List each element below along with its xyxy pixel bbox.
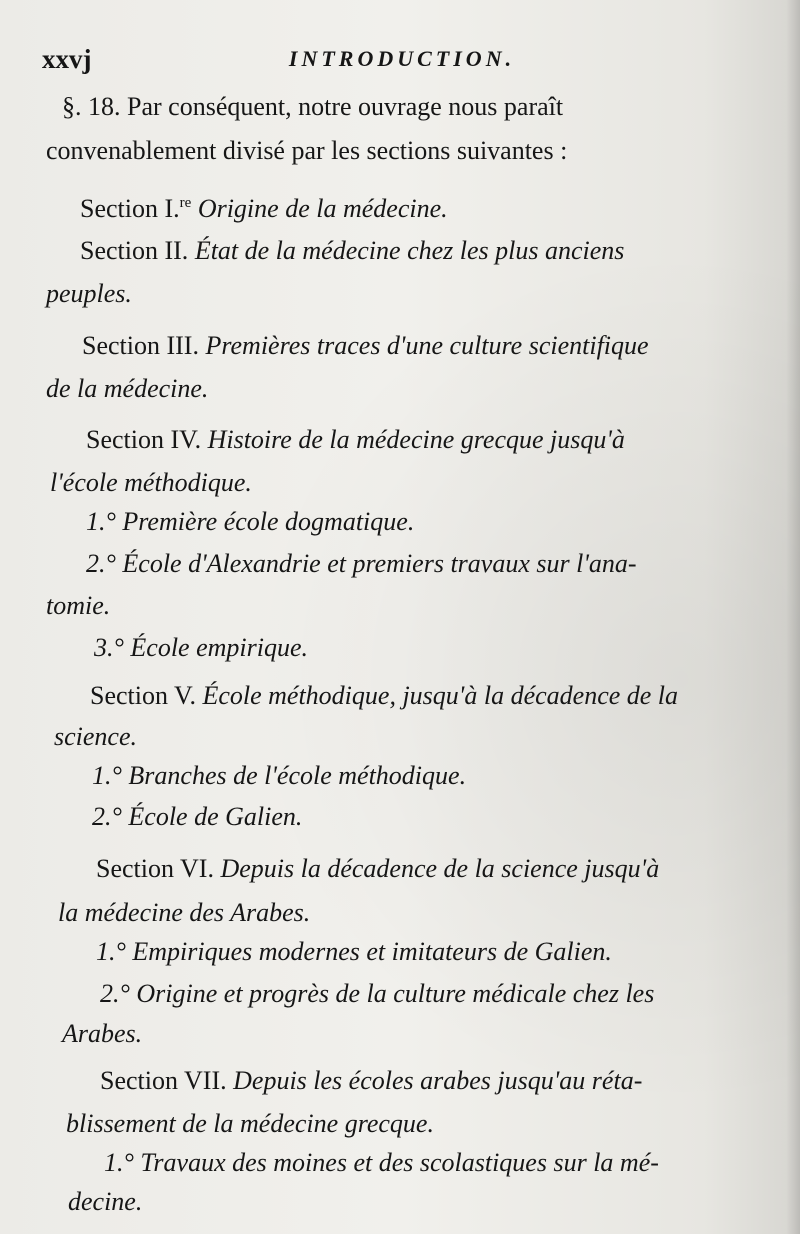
section-7-title: Depuis les écoles arabes jusqu'au réta- [233,1066,643,1095]
section-4-item-1: 1.° Première école dogmatique. [86,507,415,536]
section-7-title-continued: blissement de la médecine grecque. [66,1109,434,1138]
section-7-item-1: 1.° Travaux des moines et des scolastiques sur la mé- [104,1148,659,1177]
section-5-item-1: 1.° Branches de l'école méthodique. [92,761,467,790]
section-2-title: État de la médecine chez les plus anciens [194,236,625,265]
section-5-heading [90,680,678,712]
paragraph-18-line-1: §. 18. Par conséquent, notre ouvrage nous paraît [62,92,564,121]
section-5-item-2: 2.° École de Galien. [92,802,303,831]
section-6-item-2: 2.° Origine et progrès de la culture médicale chez les [100,979,655,1008]
section-4-heading [86,424,625,456]
section-7-heading [100,1065,642,1097]
running-head: INTRODUCTION. [288,46,516,71]
page-number: xxvj [42,44,92,74]
section-6-item-1: 1.° Empiriques modernes et imitateurs de Galien. [96,937,612,966]
section-4-title-continued: l'école méthodique. [50,468,252,497]
page-edge-shadow [786,0,800,1234]
section-3-title-continued: de la médecine. [46,374,209,403]
section-4-item-2: 2.° École d'Alexandrie et premiers travaux sur l'ana- [86,549,637,578]
section-3-title: Premières traces d'une culture scientifique [205,331,649,360]
section-7-label: Section VII. [100,1066,227,1095]
paragraph-18-line-2: convenablement divisé par les sections suivantes : [46,136,568,165]
section-5-label: Section V. [90,681,196,710]
section-6-heading [96,853,659,885]
section-6-title-continued: la médecine des Arabes. [58,898,311,927]
section-5-title: École méthodique, jusqu'à la décadence de la [202,681,679,710]
section-4-item-3: 3.° École empirique. [94,633,309,662]
section-1-title: Origine de la médecine. [197,194,448,223]
section-1-superscript: re [179,195,192,211]
section-6-item-2-continued: Arabes. [62,1019,143,1048]
section-2-title-continued: peuples. [46,279,132,308]
section-1-label: Section I. [80,194,180,223]
section-3-heading [82,330,649,362]
section-4-item-2-continued: tomie. [46,591,111,620]
page-header [42,44,762,84]
section-4-title: Histoire de la médecine grecque jusqu'à [207,425,625,454]
section-6-title: Depuis la décadence de la science jusqu'à [220,854,660,883]
section-1-heading [80,187,448,225]
section-3-label: Section III. [82,331,199,360]
section-4-label: Section IV. [86,425,202,454]
section-2-label: Section II. [80,236,189,265]
section-5-title-continued: science. [54,722,138,751]
section-2-heading [80,235,624,267]
section-6-label: Section VI. [96,854,214,883]
section-7-item-1-continued: decine. [68,1187,143,1216]
